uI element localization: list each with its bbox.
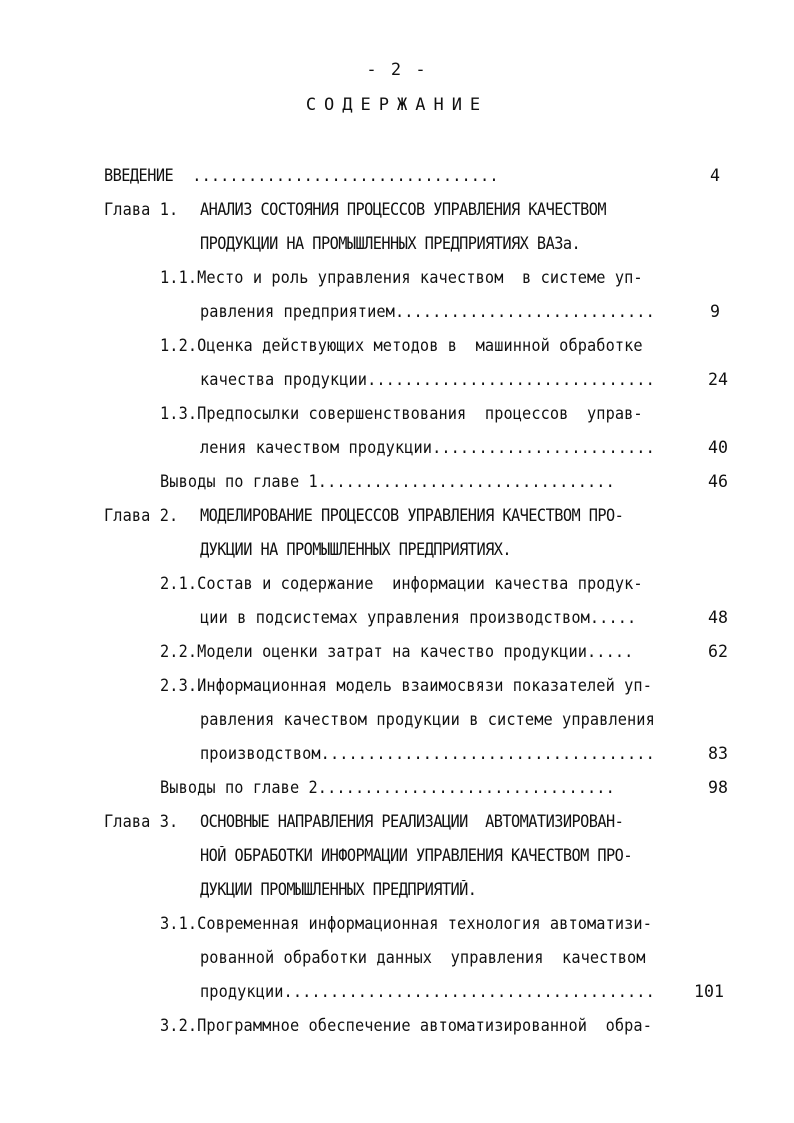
section-1-1-line-2: равления предприятием............................	[200, 302, 655, 321]
chapter-1-title-line-1: АНАЛИЗ СОСТОЯНИЯ ПРОЦЕССОВ УПРАВЛЕНИЯ КАЧЕСТВОМ	[200, 200, 607, 219]
section-1-2-line-2: качества продукции...............................	[200, 370, 655, 389]
chapter-1-conclusions: Выводы по главе 1................................	[160, 472, 615, 491]
chapter-2-conclusions: Выводы по главе 2................................	[160, 778, 615, 797]
toc-intro-page: 4	[710, 166, 720, 185]
section-1-3-page: 40	[708, 438, 728, 457]
section-1-3-line-1: 1.3.Предпосылки совершенствования процессов управ-	[160, 404, 643, 423]
chapter-1-title-line-2: ПРОДУКЦИИ НА ПРОМЫШЛЕННЫХ ПРЕДПРИЯТИЯХ ВАЗа.	[200, 234, 581, 253]
section-1-3-line-2: ления качеством продукции........................	[200, 438, 655, 457]
chapter-1-label: Глава 1.	[104, 200, 179, 219]
section-2-1-page: 48	[708, 608, 728, 627]
section-2-3-page: 83	[708, 744, 728, 763]
section-1-1-page: 9	[710, 302, 720, 321]
section-1-2-page: 24	[708, 370, 728, 389]
section-3-1-line-1: 3.1.Современная информационная технология автоматизи-	[160, 914, 653, 933]
chapter-3-title-line-2: НОЙ ОБРАБОТКИ ИНФОРМАЦИИ УПРАВЛЕНИЯ КАЧЕСТВОМ ПРО-	[200, 846, 632, 865]
section-2-3-line-1: 2.3.Информационная модель взаимосвязи показателей уп-	[160, 676, 653, 695]
chapter-3-title-line-1: ОСНОВНЫЕ НАПРАВЛЕНИЯ РЕАЛИЗАЦИИ АВТОМАТИЗИРОВАН-	[200, 812, 624, 831]
section-2-3-line-2: равления качеством продукции в системе управления	[200, 710, 655, 729]
toc-intro-text: ВВЕДЕНИЕ	[104, 166, 174, 185]
toc-intro-dots: .................................	[183, 166, 499, 185]
chapter-2-title-line-1: МОДЕЛИРОВАНИЕ ПРОЦЕССОВ УПРАВЛЕНИЯ КАЧЕСТВОМ ПРО-	[200, 506, 624, 525]
section-3-1-line-2: рованной обработки данных управления качеством	[200, 948, 646, 967]
chapter-3-label: Глава 3.	[104, 812, 179, 831]
section-2-2-page: 62	[708, 642, 728, 661]
section-1-2-line-1: 1.2.Оценка действующих методов в машинной обработке	[160, 336, 643, 355]
section-3-2-line-1: 3.2.Программное обеспечение автоматизированной обра-	[160, 1016, 653, 1035]
chapter-2-label: Глава 2.	[104, 506, 179, 525]
section-2-2-line-1: 2.2.Модели оценки затрат на качество продукции.....	[160, 642, 634, 661]
chapter-2-title-line-2: ДУКЦИИ НА ПРОМЫШЛЕННЫХ ПРЕДПРИЯТИЯХ.	[200, 540, 512, 559]
page-title: СОДЕРЖАНИЕ	[305, 95, 489, 115]
section-3-1-line-3: продукции........................................	[200, 982, 655, 1001]
section-1-1-line-1: 1.1.Место и роль управления качеством в системе уп-	[160, 268, 643, 287]
section-2-1-line-2: ции в подсистемах управления производством.....	[200, 608, 637, 627]
chapter-3-title-line-3: ДУКЦИИ ПРОМЫШЛЕННЫХ ПРЕДПРИЯТИЙ.	[200, 880, 477, 899]
section-2-1-line-1: 2.1.Состав и содержание информации качества продук-	[160, 574, 643, 593]
page-number: - 2 -	[366, 60, 428, 80]
section-3-1-page: 101	[694, 982, 724, 1001]
section-2-3-line-3: производством....................................	[200, 744, 655, 763]
chapter-1-conclusions-page: 46	[708, 472, 728, 491]
chapter-2-conclusions-page: 98	[708, 778, 728, 797]
